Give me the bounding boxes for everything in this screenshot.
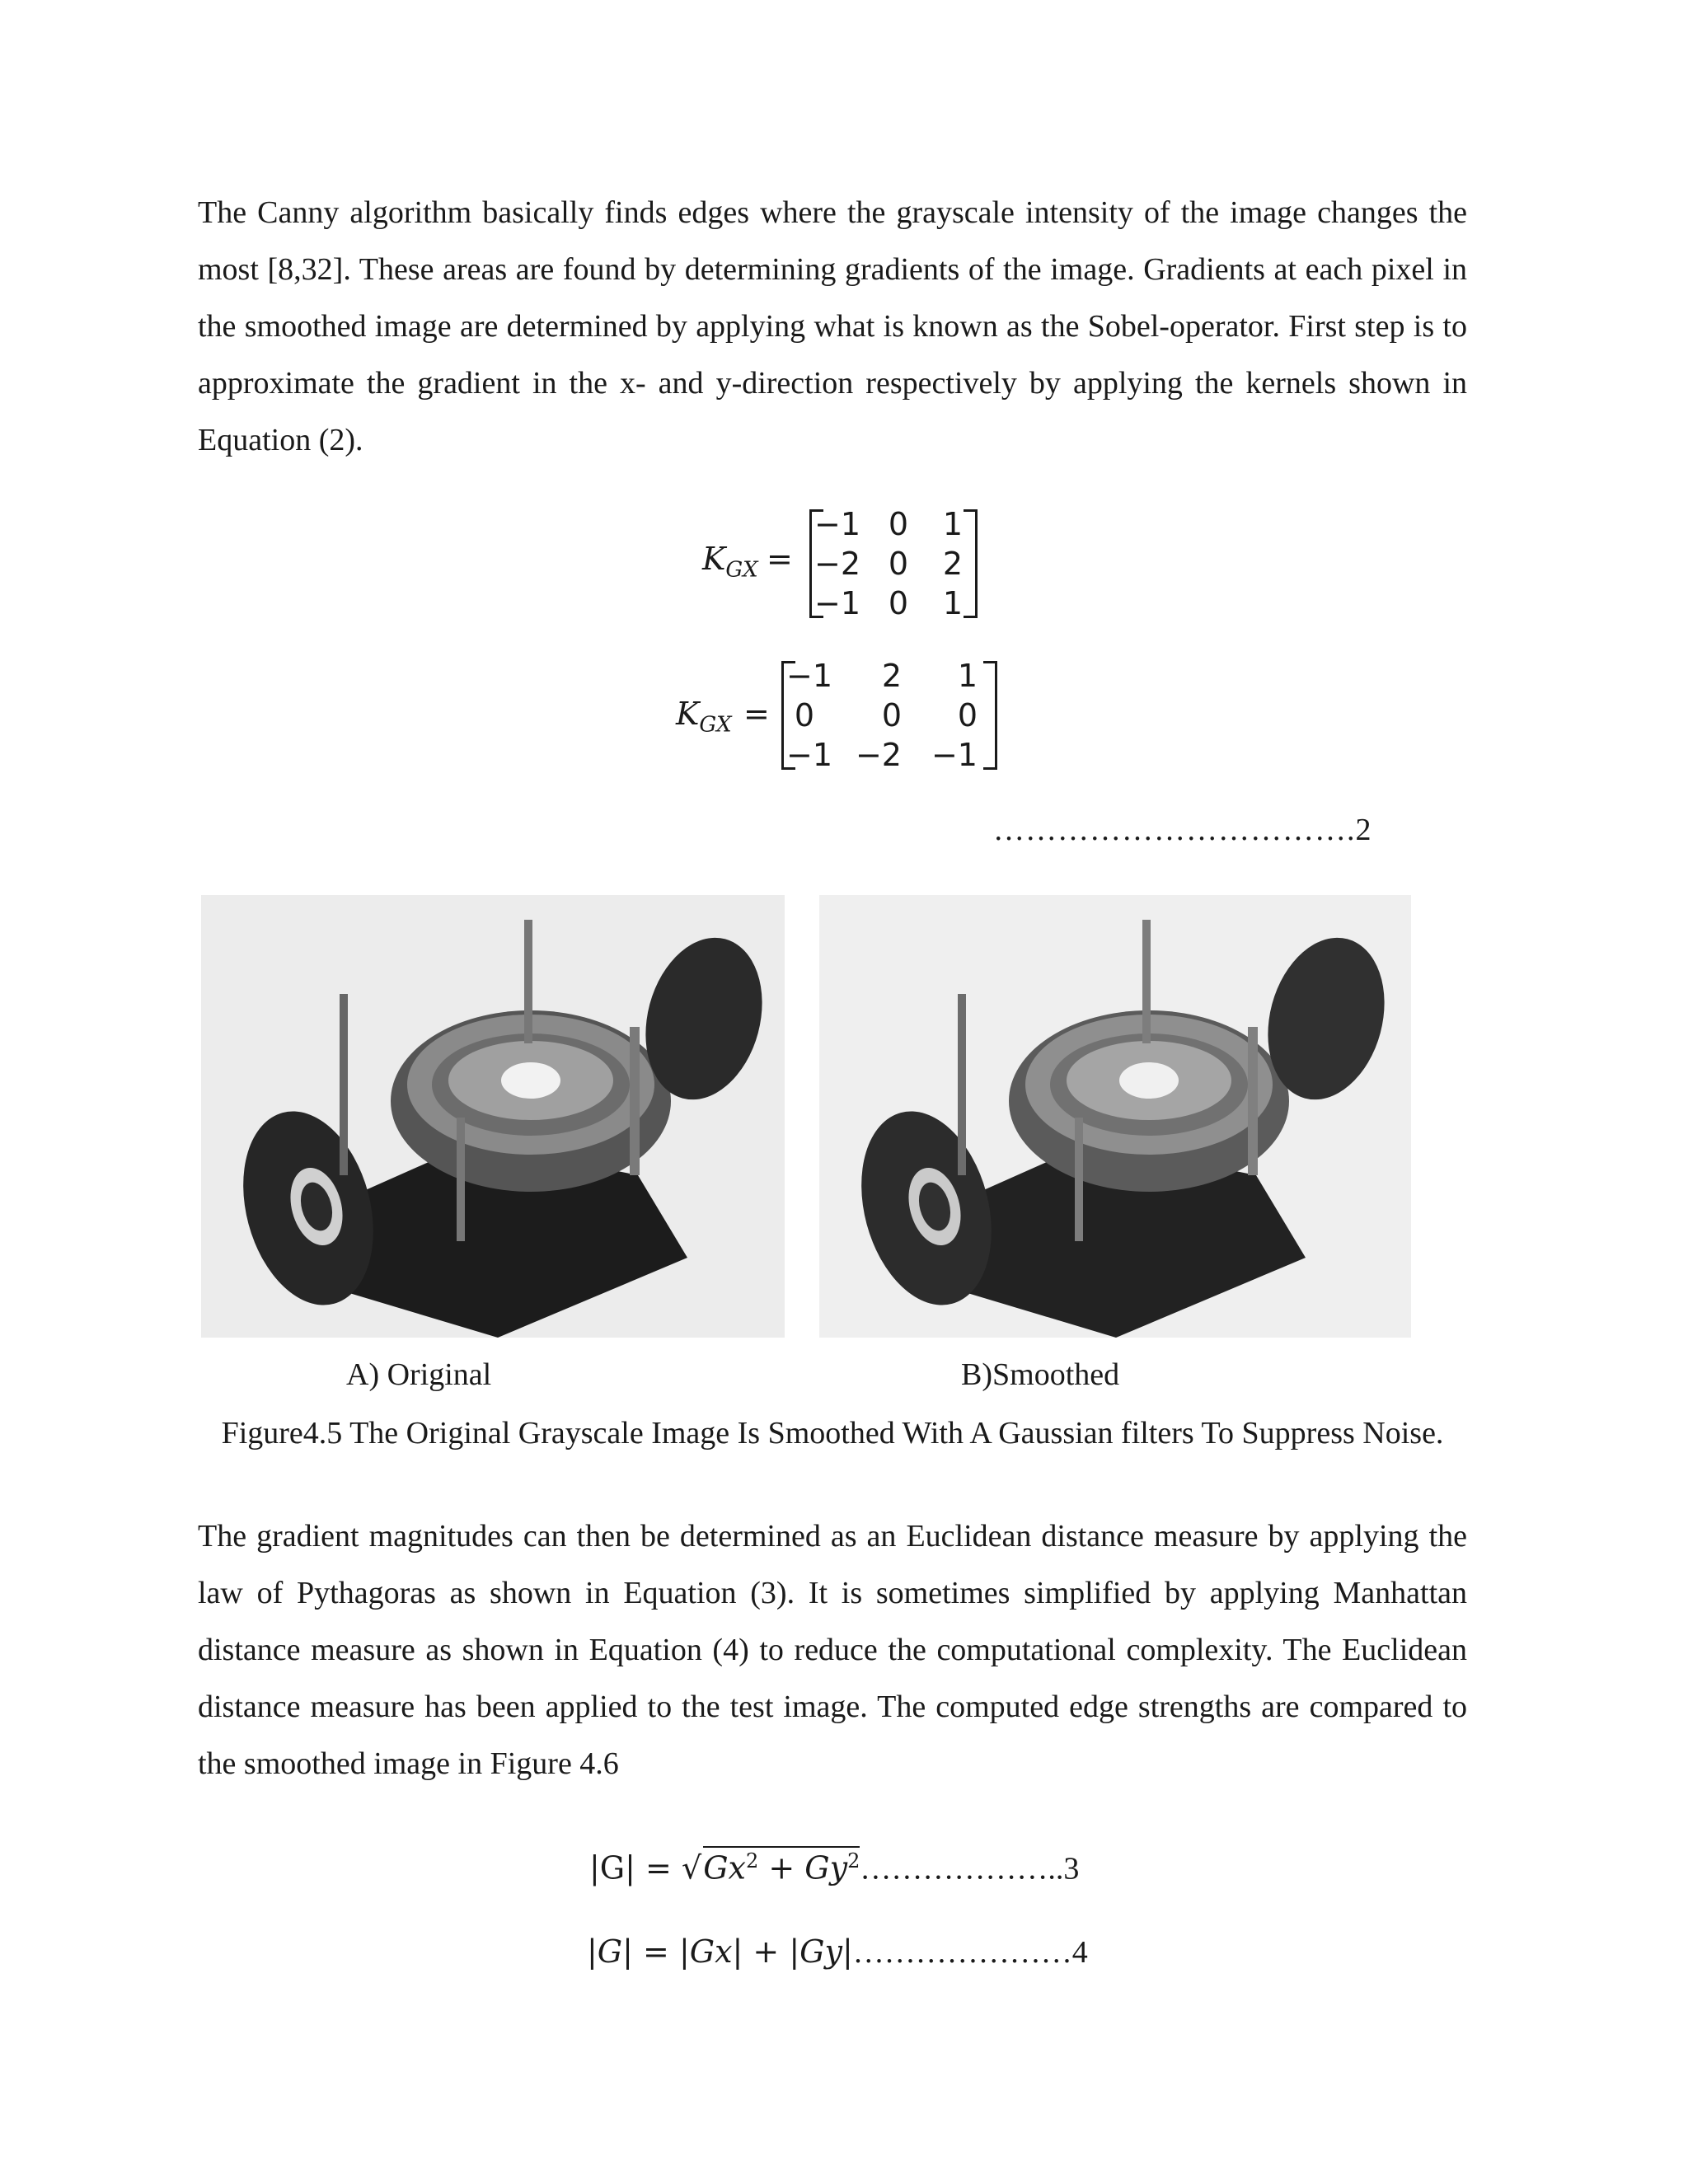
kernel-2-matrix: [781, 658, 997, 773]
kernel-1-cell: −1: [814, 585, 861, 621]
kernel-2-subscript: GX: [699, 712, 732, 738]
equation-3-number: ………………..3: [860, 1851, 1080, 1886]
kernel-1-cell: 1: [942, 506, 963, 542]
kernel-2-cell: 2: [881, 658, 902, 694]
equation-3-radicand: [703, 1846, 860, 1886]
original-image: [201, 895, 785, 1338]
gradient-paragraph: The gradient magnitudes can then be determined as an Euclidean distance measure by applying the law of Pythagoras as shown in Equation (3). It is sometimes simplified by applying Manhattan distance measure as shown in Equation (4) to reduce the computational complexity. The Euclidean distance measure has been applied to the test image. The computed edge strengths are compared to the smoothed image in Figure 4.6: [198, 1519, 1467, 1781]
kernel-1-symbol: K: [702, 541, 726, 577]
kernel-1-equals: =: [767, 541, 793, 577]
original-image-graphic: [201, 895, 785, 1338]
sqrt-symbol: √: [681, 1849, 702, 1886]
kernel-2-right-bracket: [983, 661, 997, 770]
kernel-2-symbol: K: [676, 696, 700, 732]
kernel-2-cell: −1: [786, 737, 833, 773]
kernel-2-cell: 0: [957, 697, 978, 733]
kernel-2-cell: 0: [794, 697, 814, 733]
kernel-1-cell: 2: [942, 546, 963, 582]
kernel-1-matrix: [809, 506, 978, 621]
kernel-2-lhs: [676, 696, 732, 738]
kernel-1-cell: 0: [888, 546, 908, 582]
smoothed-image: [819, 895, 1411, 1338]
kernel-2-cell: −1: [786, 658, 833, 694]
kernel-1-cell: −2: [814, 546, 861, 582]
equation-3-lhs: |G| =: [589, 1849, 682, 1886]
kernel-2-equals: =: [743, 696, 770, 732]
figure-label-b: B)Smoothed: [961, 1357, 1120, 1392]
kernel-1-subscript: GX: [725, 557, 758, 583]
kernel-1-right-bracket: [964, 509, 978, 618]
intro-paragraph: The Canny algorithm basically finds edges where the grayscale intensity of the image changes the most [8,32]. These areas are found by determining gradients of the image. Gradients at each pixel in the smoothed image are determined by applying what is known as the Sobel-operator. First step is to approximate the gradient in the x- and y-direction respectively by applying the kernels shown in Equation (2).: [198, 195, 1467, 457]
kernel-1-cell: 0: [888, 585, 908, 621]
kernel-2-cell: −2: [855, 737, 902, 773]
equation-3-power-b: 2: [847, 1849, 860, 1872]
equation-3-plus: +: [758, 1849, 805, 1886]
equation-4-body: |G| = |Gx| + |Gy|: [587, 1933, 853, 1970]
equation-3-term-a: Gx: [703, 1849, 746, 1886]
kernel-2-cell: −1: [931, 737, 978, 773]
kernel-1-cell: 0: [888, 506, 908, 542]
kernel-1-cell: 1: [942, 585, 963, 621]
smoothed-image-graphic: [819, 895, 1411, 1338]
kernel-1-cell: −1: [814, 506, 861, 542]
kernel-2-cell: 0: [881, 697, 902, 733]
figure-caption: Figure4.5 The Original Grayscale Image Is Smoothed With A Gaussian filters To Suppress Noise.: [221, 1416, 1444, 1451]
equation-4: [587, 1933, 1088, 1971]
figure-label-a: A) Original: [346, 1357, 492, 1392]
equation-2-number: …………………………….2: [993, 813, 1372, 847]
kernel-1-lhs: [702, 541, 758, 583]
equation-4-number: …………………4: [852, 1935, 1088, 1970]
equation-3-power-a: 2: [745, 1849, 759, 1872]
equation-3: [589, 1846, 1079, 1887]
kernel-2-cell: 1: [957, 658, 978, 694]
equation-3-term-b: Gy: [804, 1849, 848, 1886]
